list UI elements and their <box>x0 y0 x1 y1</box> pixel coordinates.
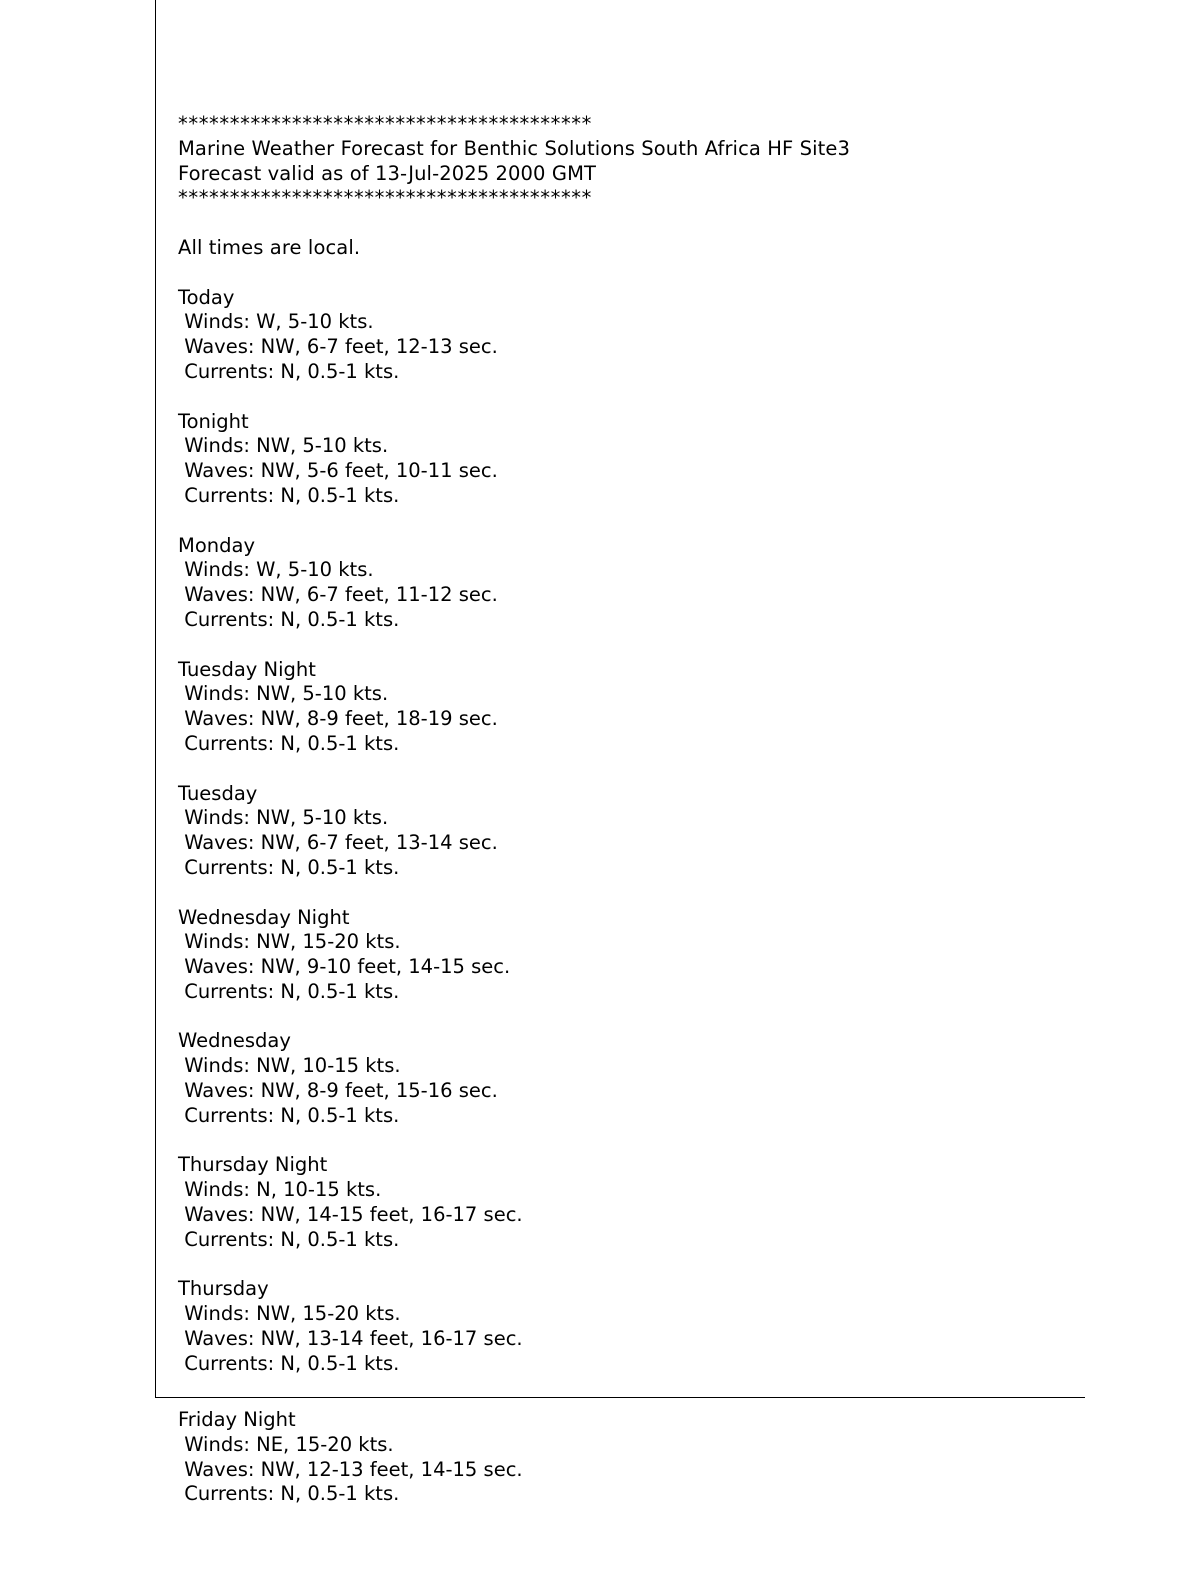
period-currents: Currents: N, 0.5-1 kts. <box>178 1103 400 1127</box>
period-waves: Waves: NW, 6-7 feet, 13-14 sec. <box>178 831 498 855</box>
period-name: Today <box>178 285 235 309</box>
forecast-overflow <box>178 1408 1078 1507</box>
period-name: Tuesday Night <box>178 657 316 681</box>
spacer <box>178 261 1078 286</box>
period-waves: Waves: NW, 13-14 feet, 16-17 sec. <box>178 1327 523 1351</box>
divider-rule-top: **************************************** <box>178 112 592 135</box>
period-name: Thursday <box>178 1277 269 1301</box>
period-winds: Winds: NW, 5-10 kts. <box>178 806 389 830</box>
period-waves: Waves: NW, 8-9 feet, 15-16 sec. <box>178 1079 498 1103</box>
forecast-period <box>178 410 1078 509</box>
forecast-period <box>178 658 1078 757</box>
period-name: Monday <box>178 533 255 557</box>
page-title: Marine Weather Forecast for Benthic Solutions South Africa HF Site3 <box>178 136 850 160</box>
divider-rule-bottom: **************************************** <box>178 186 592 210</box>
period-currents: Currents: N, 0.5-1 kts. <box>178 607 400 631</box>
period-currents: Currents: N, 0.5-1 kts. <box>178 1351 400 1375</box>
period-winds: Winds: NE, 15-20 kts. <box>178 1432 394 1456</box>
forecast-body <box>178 112 1078 1401</box>
period-winds: Winds: NW, 10-15 kts. <box>178 1054 401 1078</box>
period-name: Wednesday <box>178 1029 291 1053</box>
period-winds: Winds: NW, 5-10 kts. <box>178 682 389 706</box>
period-currents: Currents: N, 0.5-1 kts. <box>178 855 400 879</box>
period-name: Thursday Night <box>178 1153 328 1177</box>
period-currents: Currents: N, 0.5-1 kts. <box>178 979 400 1003</box>
period-currents: Currents: N, 0.5-1 kts. <box>178 359 400 383</box>
forecast-period <box>178 782 1078 881</box>
period-currents: Currents: N, 0.5-1 kts. <box>178 731 400 755</box>
period-waves: Waves: NW, 8-9 feet, 18-19 sec. <box>178 707 498 731</box>
spacer <box>178 211 1078 236</box>
period-currents: Currents: N, 0.5-1 kts. <box>178 483 400 507</box>
period-winds: Winds: W, 5-10 kts. <box>178 310 374 334</box>
forecast-validity: Forecast valid as of 13-Jul-2025 2000 GMT <box>178 161 597 185</box>
forecast-period <box>178 286 1078 385</box>
period-waves: Waves: NW, 6-7 feet, 12-13 sec. <box>178 335 498 359</box>
period-winds: Winds: N, 10-15 kts. <box>178 1178 382 1202</box>
period-winds: Winds: NW, 5-10 kts. <box>178 434 389 458</box>
period-winds: Winds: W, 5-10 kts. <box>178 558 374 582</box>
period-waves: Waves: NW, 14-15 feet, 16-17 sec. <box>178 1203 523 1227</box>
forecast-period <box>178 906 1078 1005</box>
forecast-period <box>178 1277 1078 1376</box>
period-name: Tonight <box>178 409 249 433</box>
forecast-period <box>178 534 1078 633</box>
period-name: Friday Night <box>178 1408 296 1431</box>
period-name: Wednesday Night <box>178 905 350 929</box>
period-name: Tuesday <box>178 781 258 805</box>
period-waves: Waves: NW, 6-7 feet, 11-12 sec. <box>178 583 498 607</box>
period-waves: Waves: NW, 9-10 feet, 14-15 sec. <box>178 955 511 979</box>
period-currents: Currents: N, 0.5-1 kts. <box>178 1482 400 1506</box>
period-winds: Winds: NW, 15-20 kts. <box>178 1302 401 1326</box>
period-waves: Waves: NW, 5-6 feet, 10-11 sec. <box>178 459 498 483</box>
times-note: All times are local. <box>178 235 361 259</box>
period-waves: Waves: NW, 12-13 feet, 14-15 sec. <box>178 1457 523 1481</box>
forecast-period <box>178 1153 1078 1252</box>
forecast-period <box>178 1029 1078 1128</box>
period-winds: Winds: NW, 15-20 kts. <box>178 930 401 954</box>
period-currents: Currents: N, 0.5-1 kts. <box>178 1227 400 1251</box>
